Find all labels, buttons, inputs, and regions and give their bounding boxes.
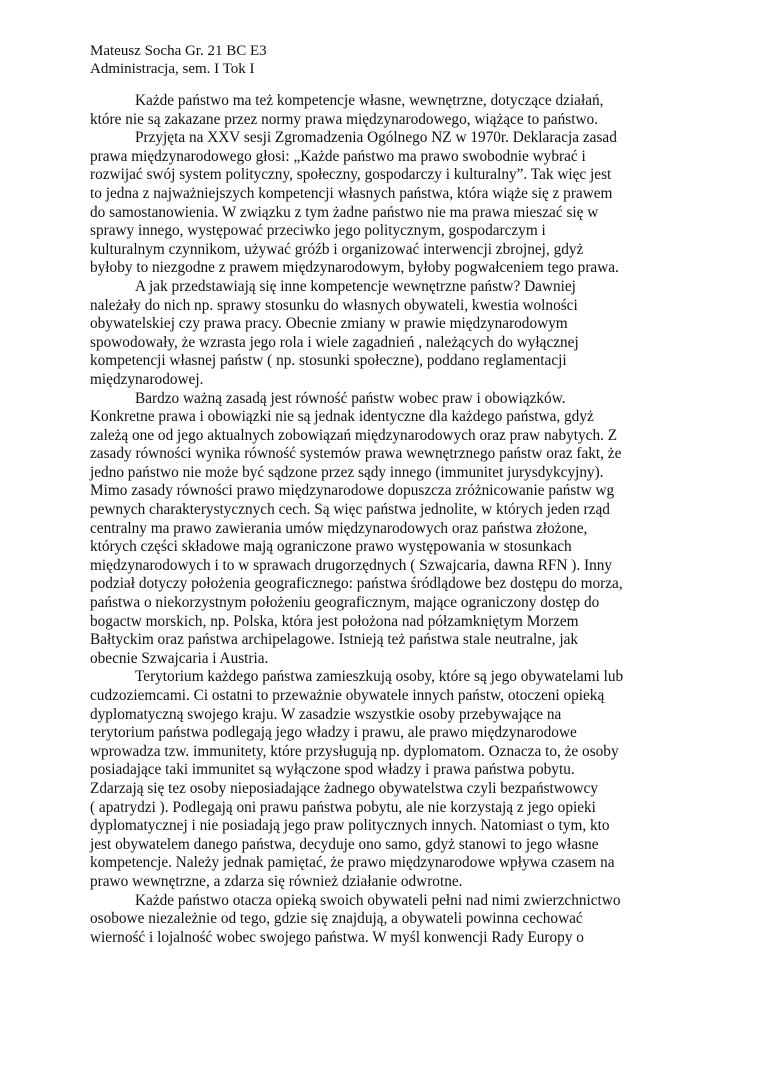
- text-line: prawo wewnętrzne, a zdarza się również działanie odwrotne.: [90, 872, 463, 890]
- text-line: sprawy innego, występować przeciwko jego politycznym, gospodarczym i: [90, 222, 546, 240]
- text-line: których części składowe mają ograniczone prawo występowania w stosunkach: [90, 538, 572, 556]
- text-line: bogactw morskich, np. Polska, która jest położona nad półzamkniętym Morzem: [90, 612, 579, 630]
- text-line: międzynarodowej.: [90, 370, 204, 388]
- text-line: jedno państwo nie może być sądzone przez sądy innego (immunitet jurysdykcyjny).: [90, 463, 604, 481]
- text-line: Zdarzają się tez osoby nieposiadające żadnego obywatelstwa czyli bezpaństwowcy: [90, 779, 598, 797]
- text-line: zależą one od jego aktualnych zobowiązań międzynarodowych oraz praw nabytych. Z: [90, 426, 618, 444]
- course-line: Administracja, sem. I Tok I: [90, 61, 255, 77]
- text-line: centralny ma prawo zawierania umów międzynarodowych oraz państwa złożone,: [90, 519, 588, 537]
- text-line: osobowe niezależnie od tego, gdzie się znajdują, a obywateli powinna cechować: [90, 910, 583, 928]
- text-line: Każde państwo otacza opieką swoich obywateli pełni nad nimi zwierzchnictwo: [135, 891, 621, 909]
- text-line: rozwijać swój system polityczny, społeczny, gospodarczy i kulturalny”. Tak więc jest: [90, 166, 612, 184]
- text-line: zasady równości wynika równość systemów prawa wewnętrznego państw oraz fakt, że: [90, 445, 622, 463]
- text-line: należały do nich np. sprawy stosunku do własnych obywateli, kwestia wolności: [90, 296, 578, 314]
- text-line: kompetencje. Należy jednak pamiętać, że prawo międzynarodowe wpływa czasem na: [90, 854, 615, 872]
- text-line: posiadające taki immunitet są wyłączone spod władzy i prawa państwa pobytu.: [90, 761, 575, 779]
- document-body: [90, 92, 670, 947]
- text-line: wprowadza tzw. immunitety, które przysługują np. dyplomatom. Oznacza to, że osoby: [90, 742, 619, 760]
- text-line: międzynarodowych i to w sprawach drugorzędnych ( Szwajcaria, dawna RFN ). Inny: [90, 556, 613, 574]
- text-line: jest obywatelem danego państwa, decyduje ono samo, gdyż stanowi to jego własne: [90, 835, 599, 853]
- text-line: obecnie Szwajcaria i Austria.: [90, 649, 269, 667]
- text-line: obywatelskiej czy prawa pracy. Obecnie zmiany w prawie międzynarodowym: [90, 315, 568, 333]
- text-line: ( apatrydzi ). Podlegają oni prawu państwa pobytu, ale nie korzystają z jego opieki: [90, 798, 596, 816]
- text-line: Mimo zasady równości prawo międzynarodowe dopuszcza zróżnicowanie państw wg: [90, 482, 615, 500]
- text-line: terytorium państwa podlegają jego władzy i prawu, ale prawo międzynarodowe: [90, 724, 577, 742]
- text-line: A jak przedstawiają się inne kompetencje wewnętrzne państw? Dawniej: [135, 277, 576, 295]
- text-line: które nie są zakazane przez normy prawa międzynarodowego, wiążące to państwo.: [90, 110, 598, 128]
- text-line: kompetencji własnej państw ( np. stosunki społeczne), poddano reglamentacji: [90, 352, 567, 370]
- text-line: Bardzo ważną zasadą jest równość państw wobec praw i obowiązków.: [135, 389, 566, 407]
- text-line: dyplomatyczną swojego kraju. W zasadzie wszystkie osoby przebywające na: [90, 705, 562, 723]
- text-line: podział dotyczy położenia geograficznego: państwa śródlądowe bez dostępu do morza,: [90, 575, 623, 593]
- text-line: dyplomatycznej i nie posiadają jego praw politycznych innych. Natomiast o tym, kto: [90, 817, 610, 835]
- text-line: byłoby to niezgodne z prawem międzynarodowym, byłoby pogwałceniem tego prawa.: [90, 259, 619, 277]
- text-line: Konkretne prawa i obowiązki nie są jednak identyczne dla każdego państwa, gdyż: [90, 408, 594, 426]
- text-line: Każde państwo ma też kompetencje własne, wewnętrzne, dotyczące działań,: [135, 92, 604, 109]
- text-line: prawa międzynarodowego głosi: „Każde państwo ma prawo swobodnie wybrać i: [90, 147, 586, 165]
- text-line: cudzoziemcami. Ci ostatni to przeważnie obywatele innych państw, otoczeni opieką: [90, 687, 605, 704]
- text-line: kulturalnym czynnikom, używać gróźb i organizować interwencji zbrojnej, gdyż: [90, 240, 584, 258]
- text-line: spowodowały, że wzrasta jego rola i wiele zagadnień , należących do wyłącznej: [90, 333, 579, 351]
- text-line: Przyjęta na XXV sesji Zgromadzenia Ogólnego NZ w 1970r. Deklaracja zasad: [135, 129, 617, 147]
- text-line: to jedna z najważniejszych kompetencji własnych państwa, która wiąże się z prawem: [90, 184, 613, 202]
- text-line: pewnych charakterystycznych cech. Są więc państwa jednolite, w których jeden rząd: [90, 501, 610, 519]
- text-line: państwa o niekorzystnym położeniu geograficznym, mające ograniczony dostęp do: [90, 594, 600, 612]
- document-header: [90, 42, 267, 78]
- text-line: Bałtyckim oraz państwa archipelagowe. Istnieją też państwa stale neutralne, jak: [90, 631, 579, 649]
- text-line: do samostanowienia. W związku z tym żadne państwo nie ma prawa mieszać się w: [90, 203, 599, 221]
- text-line: Terytorium każdego państwa zamieszkują osoby, które są jego obywatelami lub: [135, 668, 624, 686]
- text-line: wierność i lojalność wobec swojego państwa. W myśl konwencji Rady Europy o: [90, 928, 584, 946]
- author-line: Mateusz Socha Gr. 21 BC E3: [90, 43, 267, 59]
